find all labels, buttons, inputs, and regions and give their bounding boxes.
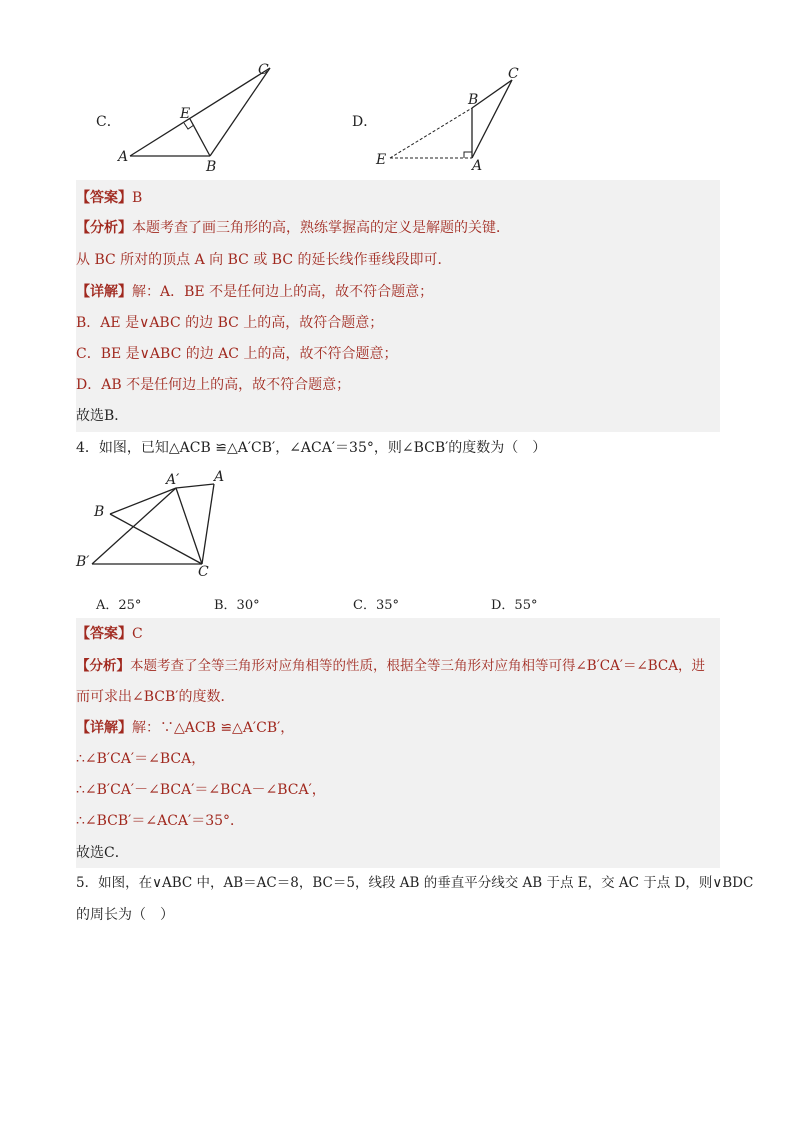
- choice-b: B．30°: [214, 598, 260, 613]
- option-d-label: D．: [352, 114, 378, 130]
- choice-d: D．55°: [491, 598, 538, 613]
- q5-stem-line1: 5．如图，在∨ABC 中，AB＝AC＝8，BC＝5，线段 AB 的垂直平分线交 AB 于点 E，交 AC 于点 D，则∨BDC: [76, 875, 754, 891]
- q4-analysis-line2: 而可求出∠BCB′的度数．: [76, 689, 235, 705]
- q3-answer-row: [76, 188, 142, 208]
- label-c: C: [198, 564, 209, 580]
- q3-analysis: 本题考查了画三角形的高，熟练掌握高的定义是解题的关键．: [132, 220, 510, 236]
- q4-detail-line: ∴∠B′CA′＝∠BCA，: [76, 751, 206, 767]
- detail-tag: 【详解】: [76, 720, 132, 736]
- q4-detail-line: ∴∠B′CA′－∠BCA′＝∠BCA－∠BCA′，: [76, 782, 326, 798]
- q3-detail-row: [76, 282, 433, 302]
- q3-analysis-line2: 从 BC 所对的顶点 A 向 BC 或 BC 的延长线作垂线段即可．: [76, 252, 452, 268]
- q4-analysis: 本题考查了全等三角形对应角相等的性质，根据全等三角形对应角相等可得∠B′CA′＝∠BCA，进: [130, 658, 706, 674]
- q4-analysis-row: [76, 656, 705, 676]
- choice-a: A．25°: [96, 598, 142, 613]
- analysis-tag: 【分析】: [76, 658, 130, 674]
- q5-stem-line2: 的周长为（ ）: [76, 907, 174, 923]
- label-e: E: [180, 106, 191, 122]
- label-b: B: [206, 159, 217, 175]
- label-c: C: [508, 66, 519, 82]
- label-b-prime: B′: [76, 554, 90, 570]
- answer-tag: 【答案】: [76, 190, 132, 206]
- option-c-label: C．: [96, 114, 121, 130]
- q3-answer: B: [132, 190, 143, 206]
- q3-analysis-row: [76, 218, 510, 238]
- label-b: B: [94, 504, 105, 520]
- label-e: E: [376, 152, 387, 168]
- q4-answer-row: [76, 624, 143, 644]
- q4-figure: [74, 466, 244, 582]
- q4-conclusion: 故选C．: [76, 845, 129, 861]
- q3-detail-line: D．AB 不是任何边上的高，故不符合题意；: [76, 377, 351, 393]
- label-c: C: [258, 62, 269, 78]
- label-a-prime: A′: [166, 472, 180, 488]
- triangle-figure-d: [372, 60, 532, 172]
- triangle-figure-c: [110, 58, 290, 178]
- q4-stem: 4．如图，已知△ACB ≌△A′CB′，∠ACA′＝35°，则∠BCB′的度数为（ ）: [76, 440, 547, 456]
- label-a: A: [118, 149, 129, 165]
- q4-answer: C: [132, 626, 143, 642]
- q3-detail-line: B．AE 是∨ABC 的边 BC 上的高，故符合题意；: [76, 315, 384, 331]
- analysis-tag: 【分析】: [76, 220, 132, 236]
- label-a: A: [214, 469, 225, 485]
- choice-c: C．35°: [353, 598, 399, 613]
- answer-tag: 【答案】: [76, 626, 132, 642]
- label-b: B: [468, 92, 479, 108]
- label-a: A: [472, 158, 483, 172]
- q4-detail-line: ∴∠BCB′＝∠ACA′＝35°．: [76, 813, 245, 829]
- detail-tag: 【详解】: [76, 284, 132, 300]
- q3-detail-line: C．BE 是∨ABC 的边 AC 上的高，故不符合题意；: [76, 346, 398, 362]
- q4-detail-line: 解：∵△ACB ≌△A′CB′，: [132, 720, 295, 736]
- q3-conclusion: 故选B．: [76, 408, 129, 424]
- q3-detail-line: 解：A．BE 不是任何边上的高，故不符合题意；: [132, 284, 434, 300]
- q4-detail-row: [76, 718, 294, 738]
